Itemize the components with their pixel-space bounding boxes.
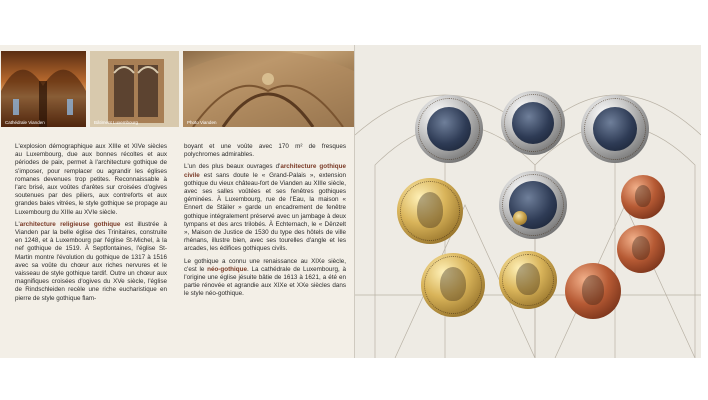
photo-caption: Cathédrale Vianden — [5, 120, 45, 125]
coin-50-cent — [397, 178, 463, 244]
text-prefix: L' — [15, 220, 20, 228]
vault-arches-image — [1, 51, 86, 127]
coin-1-cent — [565, 263, 621, 319]
coin-2-euro-commemorative — [501, 91, 565, 155]
booklet-left-panel — [0, 45, 354, 358]
paragraph-continuation: boyant et une voûte avec 170 m² de fresques polychromes admirables. — [184, 143, 346, 159]
text-rest: . La cathédrale de Luxembourg, à l'origine une église jésuite bâtie de 1613 à 1621, a été en partie rénovée et agrandie aux XIXe et XXe siècles dans le style néo-gothique. — [184, 265, 346, 298]
coin-10-cent — [499, 251, 557, 309]
photo-painted-vault — [183, 51, 354, 127]
photo-caption: Bâtiment Luxembourg — [94, 120, 139, 125]
paragraph-religious-gothic — [15, 221, 167, 303]
coin-1-euro — [581, 95, 649, 163]
coin-2-cent — [617, 225, 665, 273]
text-column-2 — [184, 143, 346, 303]
fresco-vault-image — [183, 51, 354, 127]
paragraph-neo-gothic — [184, 258, 346, 299]
text-column-1 — [15, 143, 167, 307]
gothic-window-image — [90, 51, 179, 127]
paragraph-civil-gothic — [184, 163, 346, 253]
text-rest: est illustrée à Vianden par la belle église des Trinitaires, construite en 1248, et à Luxembourg par l'église St-Michel, à la nef gothique de 1519. À Septfontaines, l'église St-Martin montre l'évolution du gothique de 1317 à 1516 avec sa voûte du chœur aux riches nervures et le vaisseau de style gothique tardif. Outre un chœur aux magnifiques croisées d'ogives du XVe siècle, l'église de Rindschleiden recèle une riche eucharistique en pierre de style gothique flam- — [15, 220, 167, 302]
text-rest: est sans doute le « Grand-Palais », extension gothique du vieux château-fort de Vianden au XIIIe siècle, avec ses salles voûtées et ses fenêtres gothiques géminées. À Luxembourg, rue de l'Eau, la maison « Ennert de Stäiler » garde un encadrement de fenêtre gothique intégralement préservé avec un jambage à deux tympans et des arcs trilobés. À Echternach, le « Dënzelt », Maison de Justice de 1530 du type des hôtels de ville rhénans, illustre bien, avec ses tourelles d'angle et les arcades, les édifices gothiques civils. — [184, 171, 346, 253]
highlight-civil-gothic: architecture gothique civile — [184, 163, 346, 179]
coin-5-cent — [621, 175, 665, 219]
photo-caption: Photo Vianden — [187, 120, 217, 125]
coin-holder-panel — [354, 45, 701, 358]
photo-church-interior — [1, 51, 86, 127]
coin-2-euro-commemorative-center — [499, 171, 567, 239]
paragraph-intro: L'explosion démographique aux XIIIe et XIVe siècles au Luxembourg, due aux bonnes récoltes et aux périodes de paix, permet à l'architecture gothique de s'imposer, pour remplacer ou agrandir les églises romanes devenues trop petites. Reconnaissable à l'arc brisé, aux voûtes d'arêtes sur croisées d'ogives soutenues par des piliers, aux contreforts et aux grandes baies vitrées, le style gothique se propage au Luxembourg du XIIIe au XVIe siècle. — [15, 143, 167, 216]
text-prefix: Le gothique a connu une renaissance au XIXe siècle, c'est le — [184, 257, 346, 273]
highlight-religious-gothic: architecture religieuse gothique — [19, 220, 121, 228]
coin-20-cent — [421, 253, 485, 317]
coin-2-euro — [415, 95, 483, 163]
highlight-neo-gothic: néo-gothique — [207, 265, 247, 273]
photo-gothic-window — [90, 51, 179, 127]
text-prefix: L'un des plus beaux ouvrages d' — [184, 163, 281, 171]
